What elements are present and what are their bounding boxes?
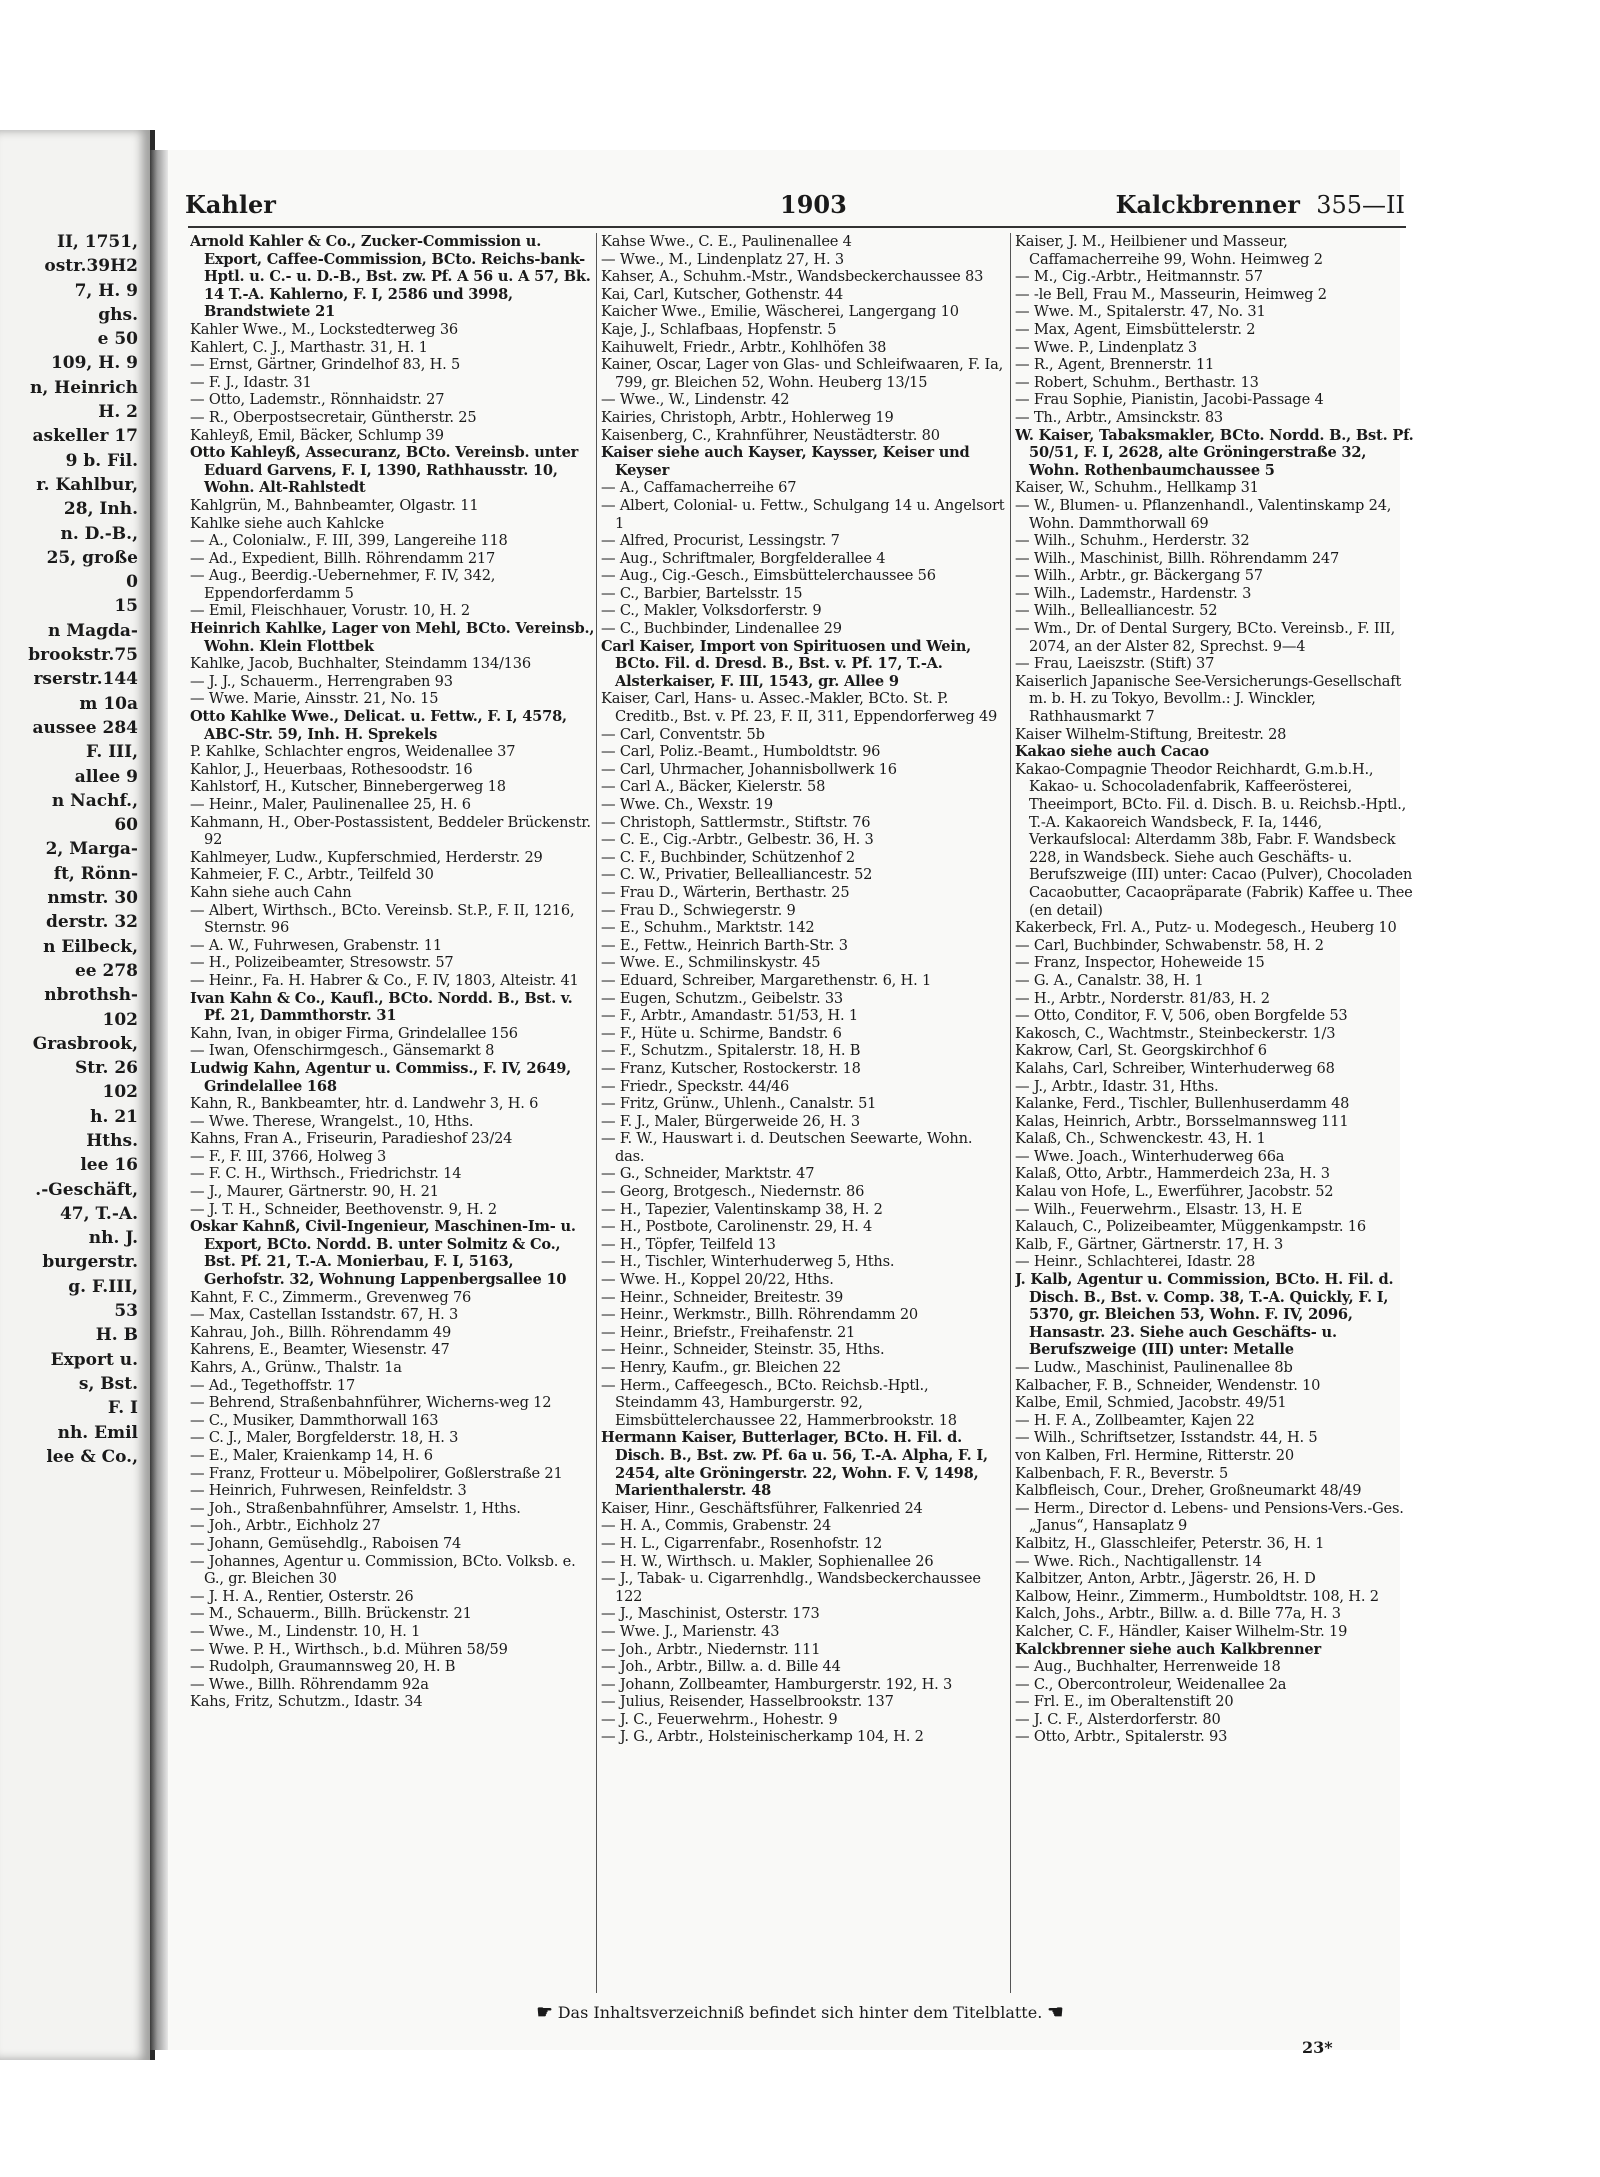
directory-entry: — Aug., Schriftmaler, Borgfelderallee 4: [601, 549, 886, 567]
previous-page-fragment: F. I: [107, 1398, 138, 1419]
directory-entry: — Georg, Brotgesch., Niedernstr. 86: [601, 1183, 865, 1201]
directory-entry: — Franz, Frotteur u. Möbelpolirer, Goßlerstraße 21: [190, 1464, 563, 1482]
previous-page-fragment: H. 2: [98, 402, 138, 423]
previous-page-fragment: 53: [114, 1301, 138, 1322]
directory-entry: Kaiser siehe auch Kayser, Kaysser, Keiser und Keyser: [601, 444, 970, 479]
directory-entry: — Ad., Tegethoffstr. 17: [190, 1376, 356, 1394]
previous-page-fragment: askeller 17: [32, 426, 138, 447]
directory-entry: — Robert, Schuhm., Berthastr. 13: [1015, 373, 1259, 391]
directory-entry: Kalanke, Ferd., Tischler, Bullenhuserdamm 48: [1015, 1095, 1350, 1113]
directory-entry: Kaje, J., Schlafbaas, Hopfenstr. 5: [601, 320, 837, 338]
directory-entry: — F. J., Idastr. 31: [190, 373, 312, 391]
directory-entry: Kahlor, J., Heuerbaas, Rothesoodstr. 16: [190, 760, 473, 778]
previous-page-fragment: n Magda-: [48, 620, 138, 641]
directory-entry: Ludwig Kahn, Agentur u. Commiss., F. IV, 2649, Grindelallee 168: [190, 1059, 572, 1095]
directory-entry: — C. J., Maler, Borgfelderstr. 18, H. 3: [190, 1429, 459, 1447]
directory-entry: Otto Kahleyß, Assecuranz, BCto. Vereinsb. unter Eduard Garvens, F. I, 1390, Rathhausstr. 10, Wohn. Alt-Rahlstedt: [190, 444, 579, 497]
directory-entry: — H. L., Cigarrenfabr., Rosenhofstr. 12: [601, 1534, 883, 1552]
directory-entry: — Fritz, Grünw., Uhlenh., Canalstr. 51: [601, 1095, 877, 1113]
previous-page-fragment: 7, H. 9: [74, 280, 138, 301]
previous-page-fragment: 2, Marga-: [45, 839, 138, 860]
directory-entry: Kahse Wwe., C. E., Paulinenallee 4: [601, 233, 852, 250]
page-header: [185, 190, 1405, 224]
directory-entry: — Eugen, Schutzm., Geibelstr. 33: [601, 989, 843, 1007]
directory-entry: — W., Blumen- u. Pflanzenhandl., Valentinskamp 24, Wohn. Dammthorwall 69: [1015, 496, 1392, 532]
directory-entry: Kahlke, Jacob, Buchhalter, Steindamm 134/136: [190, 655, 531, 673]
directory-entry: J. Kalb, Agentur u. Commission, BCto. H. Fil. d. Disch. B., Bst. v. Comp. 38, T.-A. Quickly, F. I, 5370, gr. Bleichen 53, Wohn. F. IV, 2096, Hansastr. 23. Siehe auch Geschäfts- u. Berufszweige (III) unter: Metalle: [1015, 1271, 1394, 1359]
directory-entry: — Emil, Fleischhauer, Vorustr. 10, H. 2: [190, 602, 470, 620]
directory-entry: Kahlstorf, H., Kutscher, Binnebergerweg 18: [190, 778, 506, 796]
previous-page-fragment: F. III,: [86, 742, 138, 763]
directory-entry: Kairies, Christoph, Arbtr., Hohlerweg 19: [601, 408, 894, 426]
directory-entry: — Franz, Inspector, Hoheweide 15: [1015, 954, 1265, 972]
header-right-group: [1116, 190, 1405, 219]
column-1: [190, 233, 595, 1996]
directory-entry: — F., Schutzm., Spitalerstr. 18, H. B: [601, 1042, 861, 1060]
previous-page-fragment: n Eilbeck,: [43, 936, 138, 957]
column-divider-2: [1010, 233, 1011, 1993]
directory-entry: W. Kaiser, Tabaksmakler, BCto. Nordd. B., Bst. Pf. 50/51, F. I, 2628, alte Gröningerstraße 32, Wohn. Rothenbaumchaussee 5: [1015, 426, 1414, 479]
directory-entry: — Heinr., Briefstr., Freihafenstr. 21: [601, 1323, 856, 1341]
directory-entry: Kahns, Fran A., Friseurin, Paradieshof 23/24: [190, 1130, 513, 1148]
directory-entry: Kalbitz, H., Glasschleifer, Peterstr. 36, H. 1: [1015, 1534, 1325, 1552]
directory-entry: — Aug., Beerdig.-Uebernehmer, F. IV, 342, Eppendorferdamm 5: [190, 567, 496, 602]
directory-entry: Kahn, R., Bankbeamter, htr. d. Landwehr 3, H. 6: [190, 1095, 539, 1113]
directory-entry: Otto Kahlke Wwe., Delicat. u. Fettw., F. I, 4578, ABC-Str. 59, Inh. H. Sprekels: [190, 708, 567, 743]
book-gutter: [150, 150, 168, 2050]
previous-page-fragment: 15: [114, 596, 138, 617]
directory-entry: — C., Obercontroleur, Weidenallee 2a: [1015, 1675, 1287, 1693]
directory-entry: Kahrau, Joh., Billh. Röhrendamm 49: [190, 1323, 452, 1341]
previous-page-fragment: ee 278: [74, 960, 138, 981]
directory-entry: — Wwe., M., Lindenplatz 27, H. 3: [601, 250, 844, 268]
directory-entry: Kahnt, F. C., Zimmerm., Grevenweg 76: [190, 1288, 472, 1306]
directory-entry: Kai, Carl, Kutscher, Gothenstr. 44: [601, 285, 844, 303]
directory-entry: — Herm., Caffeegesch., BCto. Reichsb.-Hptl., Steindamm 43, Hamburgerstr. 92, Eimsbüttelerchaussee 22, Hammerbrookstr. 18: [601, 1376, 957, 1429]
directory-entry: Kalckbrenner siehe auch Kalkbrenner: [1015, 1640, 1321, 1658]
previous-page-edge: [0, 130, 155, 2060]
directory-entry: — Wwe. Joach., Winterhuderweg 66a: [1015, 1147, 1285, 1165]
previous-page-fragment: II, 1751,: [57, 232, 138, 252]
directory-entry: — Carl, Uhrmacher, Johannisbollwerk 16: [601, 760, 897, 778]
directory-entry: — Joh., Arbtr., Niedernstr. 111: [601, 1640, 821, 1658]
directory-entry: — Heinr., Fa. H. Habrer & Co., F. IV, 1803, Alteistr. 41: [190, 971, 579, 989]
directory-entry: — Wwe. H., Koppel 20/22, Hths.: [601, 1271, 834, 1289]
directory-entry: Kalbacher, F. B., Schneider, Wendenstr. 10: [1015, 1376, 1321, 1394]
sheet-signature: 23*: [1302, 2038, 1333, 2057]
directory-entry: Kalcher, C. F., Händler, Kaiser Wilhelm-Str. 19: [1015, 1622, 1348, 1640]
directory-entry: — F., F. III, 3766, Holweg 3: [190, 1147, 387, 1165]
directory-entry: — E., Fettw., Heinrich Barth-Str. 3: [601, 936, 848, 954]
directory-entry: — Alfred, Procurist, Lessingstr. 7: [601, 532, 840, 550]
directory-entry: — J., Tabak- u. Cigarrenhdlg., Wandsbeckerchaussee 122: [601, 1570, 981, 1605]
directory-entry: Kalahs, Carl, Schreiber, Winterhuderweg 68: [1015, 1059, 1335, 1077]
directory-entry: — E., Maler, Kraienkamp 14, H. 6: [190, 1446, 433, 1464]
directory-entry: — Albert, Colonial- u. Fettw., Schulgang 14 u. Angelsort 1: [601, 496, 1005, 532]
previous-page-fragment: lee 16: [80, 1155, 138, 1176]
previous-page-fragment: m 10a: [79, 693, 138, 714]
directory-entry: — Wwe. P., Lindenplatz 3: [1015, 338, 1197, 356]
directory-entry: — Behrend, Straßenbahnführer, Wicherns-weg 12: [190, 1394, 552, 1412]
directory-entry: — Eduard, Schreiber, Margarethenstr. 6, H. 1: [601, 971, 932, 989]
directory-entry: Kaicher Wwe., Emilie, Wäscherei, Langergang 10: [601, 303, 959, 321]
header-rule: [188, 226, 1406, 228]
directory-entry: — Friedr., Speckstr. 44/46: [601, 1077, 790, 1095]
directory-entry: Kahleyß, Emil, Bäcker, Schlump 39: [190, 426, 444, 444]
directory-entry: — Carl, Conventstr. 5b: [601, 725, 765, 743]
directory-entry: — Wilh., Arbtr., gr. Bäckergang 57: [1015, 567, 1263, 585]
directory-entry: Kahlgrün, M., Bahnbeamter, Olgastr. 11: [190, 496, 479, 514]
directory-entry: — H. A., Commis, Grabenstr. 24: [601, 1517, 832, 1535]
directory-entry: — Wwe. J., Marienstr. 43: [601, 1622, 780, 1640]
previous-page-fragment: g. F.III,: [68, 1276, 138, 1297]
previous-page-fragment: h. 21: [90, 1106, 138, 1127]
directory-entry: — F., Hüte u. Schirme, Bandstr. 6: [601, 1024, 842, 1042]
previous-page-fragment: 28, Inh.: [63, 499, 138, 520]
directory-entry: Oskar Kahnß, Civil-Ingenieur, Maschinen-Im- u. Export, BCto. Nordd. B. unter Solmitz & Co., Bst. Pf. 21, T.-A. Monierbau, F. I, 5163, Gerhofstr. 32, Wohnung Lappenbergsallee 10: [190, 1218, 576, 1289]
column-divider-1: [596, 233, 597, 1993]
column-2: [601, 233, 1006, 1996]
directory-entry: — C. W., Privatier, Bellealliancestr. 52: [601, 866, 873, 884]
directory-entry: Kahmann, H., Ober-Postassistent, Beddeler Brückenstr. 92: [190, 813, 591, 849]
directory-entry: — Frau D., Schwiegerstr. 9: [601, 901, 796, 919]
directory-entry: — A., Colonialw., F. III, 399, Langereihe 118: [190, 532, 508, 550]
previous-page-fragment: Grasbrook,: [32, 1033, 138, 1054]
directory-entry: — M., Schauerm., Billh. Brückenstr. 21: [190, 1605, 472, 1623]
directory-entry: — J., Maschinist, Osterstr. 173: [601, 1605, 820, 1623]
column-3: [1015, 233, 1420, 1996]
directory-entry: — Henry, Kaufm., gr. Bleichen 22: [601, 1359, 841, 1376]
previous-page-fragment: 102: [102, 1082, 138, 1103]
directory-entry: — Herm., Director d. Lebens- und Pensions-Vers.-Ges. „Janus“, Hansaplatz 9: [1015, 1499, 1404, 1535]
previous-page-fragment: nh. Emil: [57, 1422, 138, 1443]
directory-entry: — J. T. H., Schneider, Beethovenstr. 9, H. 2: [190, 1200, 498, 1218]
directory-entry: — C., Makler, Volksdorferstr. 9: [601, 602, 822, 620]
directory-entry: — Joh., Arbtr., Eichholz 27: [190, 1517, 381, 1535]
directory-entry: — Wwe. M., Spitalerstr. 47, No. 31: [1015, 303, 1266, 321]
directory-entry: — M., Cig.-Arbtr., Heitmannstr. 57: [1015, 268, 1263, 286]
directory-entry: — Wm., Dr. of Dental Surgery, BCto. Vereinsb., F. III, 2074, an der Alster 82, Sprechst. 9—4: [1015, 620, 1396, 655]
directory-entry: — Heinr., Maler, Paulinenallee 25, H. 6: [190, 796, 471, 813]
directory-entry: Kalbitzer, Anton, Arbtr., Jägerstr. 26, H. D: [1015, 1570, 1316, 1588]
directory-entry: Kaiser, Carl, Hans- u. Assec.-Makler, BCto. St. P. Creditb., Bst. v. Pf. 23, F. II, 311, Eppendorferweg 49: [601, 690, 998, 726]
directory-entry: Kalau von Hofe, L., Ewerführer, Jacobstr. 52: [1015, 1183, 1334, 1201]
directory-entry: — Joh., Straßenbahnführer, Amselstr. 1, Hths.: [190, 1499, 521, 1517]
directory-entry: — G., Schneider, Marktstr. 47: [601, 1165, 815, 1183]
footer-note: [480, 2002, 1120, 2026]
directory-entry: Kaisenberg, C., Krahnführer, Neustädterstr. 80: [601, 426, 940, 444]
directory-entry: Kahn, Ivan, in obiger Firma, Grindelallee 156: [190, 1024, 518, 1042]
directory-entry: — Iwan, Ofenschirmgesch., Gänsemarkt 8: [190, 1042, 495, 1060]
previous-page-fragment: H. B: [95, 1325, 138, 1346]
directory-entry: — Frau Sophie, Pianistin, Jacobi-Passage 4: [1015, 391, 1324, 409]
directory-entry: Kalbenbach, F. R., Beverstr. 5: [1015, 1464, 1229, 1482]
directory-entry: — Wwe., M., Lindenstr. 10, H. 1: [190, 1622, 421, 1640]
directory-entry: — Aug., Buchhalter, Herrenweide 18: [1015, 1658, 1281, 1676]
directory-entry: Kalch, Johs., Arbtr., Billw. a. d. Bille 77a, H. 3: [1015, 1605, 1341, 1623]
previous-page-fragment: 109, H. 9: [50, 353, 138, 374]
directory-entry: — R., Agent, Brennerstr. 11: [1015, 356, 1215, 374]
previous-page-fragment: .-Geschäft,: [35, 1179, 138, 1200]
previous-page-fragment: n, Heinrich: [29, 377, 138, 398]
directory-entry: — F., Arbtr., Amandastr. 51/53, H. 1: [601, 1007, 858, 1025]
directory-entry: — Ernst, Gärtner, Grindelhof 83, H. 5: [190, 356, 461, 374]
directory-entry: — Frau D., Wärterin, Berthastr. 25: [601, 883, 850, 901]
previous-page-fragment: 60: [114, 815, 138, 836]
directory-entry: — Wwe. Ch., Wexstr. 19: [601, 796, 773, 813]
directory-entry: Kalbow, Heinr., Zimmerm., Humboldtstr. 108, H. 2: [1015, 1587, 1379, 1605]
directory-entry: — Wwe. P. H., Wirthsch., b.d. Mühren 58/59: [190, 1640, 508, 1658]
directory-entry: — Wilh., Schriftsetzer, Isstandstr. 44, H. 5: [1015, 1429, 1318, 1447]
directory-entry: — Wwe. Marie, Ainsstr. 21, No. 15: [190, 690, 439, 708]
directory-entry: — Johann, Gemüsehdlg., Raboisen 74: [190, 1534, 462, 1552]
directory-entry: — Heinr., Werkmstr., Billh. Röhrendamm 20: [601, 1306, 919, 1324]
directory-entry: Kalb, F., Gärtner, Gärtnerstr. 17, H. 3: [1015, 1235, 1284, 1253]
directory-entry: Kahrens, E., Beamter, Wiesenstr. 47: [190, 1341, 450, 1359]
directory-entry: — Franz, Kutscher, Rostockerstr. 18: [601, 1059, 861, 1077]
directory-entry: — Heinrich, Fuhrwesen, Reinfeldstr. 3: [190, 1482, 467, 1500]
previous-page-fragment: Str. 26: [74, 1058, 138, 1079]
directory-entry: — Joh., Arbtr., Billw. a. d. Bille 44: [601, 1658, 841, 1676]
directory-entry: Kalauch, C., Polizeibeamter, Müggenkampstr. 16: [1015, 1218, 1366, 1236]
directory-entry: — C., Musiker, Dammthorwall 163: [190, 1411, 439, 1429]
directory-entry: Kahmeier, F. C., Arbtr., Teilfeld 30: [190, 866, 434, 884]
directory-entry: — Carl A., Bäcker, Kielerstr. 58: [601, 778, 826, 796]
directory-entry: Kalbe, Emil, Schmied, Jacobstr. 49/51: [1015, 1394, 1287, 1412]
directory-entry: Heinrich Kahlke, Lager von Mehl, BCto. Vereinsb., Wohn. Klein Flottbek: [190, 620, 595, 655]
previous-page-fragment: 102: [102, 1009, 138, 1030]
directory-entry: — Wilh., Feuerwehrm., Elsastr. 13, H. E: [1015, 1200, 1303, 1218]
previous-page-fragment: lee & Co.,: [46, 1446, 138, 1467]
directory-entry: — Heinr., Schneider, Steinstr. 35, Hths.: [601, 1341, 885, 1359]
directory-entry: — Ad., Expedient, Billh. Röhrendamm 217: [190, 549, 496, 567]
directory-entry: — Max, Agent, Eimsbüttelerstr. 2: [1015, 320, 1256, 338]
previous-page-fragment: e 50: [97, 329, 138, 350]
directory-entry: — Johannes, Agentur u. Commission, BCto. Volksb. e. G., gr. Bleichen 30: [190, 1552, 576, 1588]
directory-entry: — Max, Castellan Isstandstr. 67, H. 3: [190, 1306, 459, 1324]
directory-entry: P. Kahlke, Schlachter engros, Weidenallee 37: [190, 743, 516, 761]
previous-page-fragment: rserstr.144: [33, 669, 138, 690]
directory-entry: — Carl, Buchbinder, Schwabenstr. 58, H. 2: [1015, 936, 1324, 954]
directory-entry: Kaiser, W., Schuhm., Hellkamp 31: [1015, 479, 1259, 497]
directory-entry: — A. W., Fuhrwesen, Grabenstr. 11: [190, 936, 442, 954]
directory-entry: — Julius, Reisender, Hasselbrookstr. 137: [601, 1693, 894, 1711]
directory-entry: — Wwe., W., Lindenstr. 42: [601, 391, 790, 409]
directory-entry: Kahs, Fritz, Schutzm., Idastr. 34: [190, 1693, 423, 1711]
directory-entry: — G. A., Canalstr. 38, H. 1: [1015, 971, 1204, 989]
previous-page-fragment: ghs.: [98, 304, 138, 325]
directory-entry: Kakao siehe auch Cacao: [1015, 743, 1209, 761]
directory-entry: — Aug., Cig.-Gesch., Eimsbüttelerchaussee 56: [601, 567, 936, 585]
directory-entry: — C. F., Buchbinder, Schützenhof 2: [601, 848, 855, 866]
directory-entry: Kahrs, A., Grünw., Thalstr. 1a: [190, 1359, 402, 1376]
directory-entry: — H., Tischler, Winterhuderweg 5, Hths.: [601, 1253, 895, 1271]
directory-entry: Kalaß, Otto, Arbtr., Hammerdeich 23a, H. 3: [1015, 1165, 1330, 1183]
directory-entry: Kaiserlich Japanische See-Versicherungs-Gesellschaft m. b. H. zu Tokyo, Bevollm.: J. Winckler, Rathhausmarkt 7: [1015, 672, 1402, 726]
directory-entry: — Wwe. E., Schmilinskystr. 45: [601, 954, 821, 972]
directory-entry: — J. H. A., Rentier, Osterstr. 26: [190, 1587, 414, 1605]
previous-page-fragment: Export u.: [50, 1349, 138, 1370]
directory-entry: — Heinr., Schlachterei, Idastr. 28: [1015, 1253, 1256, 1271]
directory-entry: — Ludw., Maschinist, Paulinenallee 8b: [1015, 1359, 1293, 1376]
previous-page-fragment: ft, Rönn-: [53, 863, 138, 884]
directory-entry: Ivan Kahn & Co., Kaufl., BCto. Nordd. B., Bst. v. Pf. 21, Dammthorstr. 31: [190, 989, 573, 1025]
directory-entry: — J. C., Feuerwehrm., Hohestr. 9: [601, 1710, 838, 1728]
directory-entry: — Wilh., Schuhm., Herderstr. 32: [1015, 532, 1250, 550]
previous-page-fragment: Hths.: [86, 1130, 138, 1151]
previous-page-fragment: allee 9: [74, 766, 138, 787]
directory-entry: Kahlmeyer, Ludw., Kupferschmied, Herderstr. 29: [190, 848, 543, 866]
page-number: 355—II: [1316, 191, 1405, 219]
previous-page-fragment: 47, T.-A.: [59, 1203, 138, 1224]
directory-entry: — F. J., Maler, Bürgerweide 26, H. 3: [601, 1112, 860, 1130]
directory-entry: Arnold Kahler & Co., Zucker-Commission u. Export, Caffee-Commission, BCto. Reichs-bank-Hptl. u. C.- u. D.-B., Bst. zw. Pf. A 56 u. A 57, Bk. 14 T.-A. Kahlerno, F. I, 2586 und 3998, Brandstwiete 21: [190, 233, 591, 321]
previous-page-fragment: burgerstr.: [42, 1252, 138, 1273]
directory-entry: — F. W., Hauswart i. d. Deutschen Seewarte, Wohn. das.: [601, 1130, 973, 1165]
directory-entry: — J. G., Arbtr., Holsteinischerkamp 104, H. 2: [601, 1728, 924, 1746]
directory-entry: — Frl. E., im Oberaltenstift 20: [1015, 1693, 1234, 1711]
directory-entry: — C., Barbier, Bartelsstr. 15: [601, 584, 803, 602]
previous-page-fragment: 9 b. Fil.: [65, 450, 138, 471]
directory-entry: Carl Kaiser, Import von Spirituosen und Wein, BCto. Fil. d. Dresd. B., Bst. v. Pf. 17, T.-A. Alsterkaiser, F. III, 1543, gr. Allee 9: [601, 637, 972, 690]
directory-entry: — Wwe. Therese, Wrangelst., 10, Hths.: [190, 1112, 474, 1130]
previous-page-fragment: 0: [126, 572, 138, 593]
directory-entry: — Carl, Poliz.-Beamt., Humboldtstr. 96: [601, 743, 881, 761]
previous-page-fragment: nmstr. 30: [47, 888, 138, 909]
directory-entry: — Wwe., Billh. Röhrendamm 92a: [190, 1675, 429, 1693]
directory-entry: Kahlert, C. J., Marthastr. 31, H. 1: [190, 338, 428, 356]
directory-entry: — J. J., Schauerm., Herrengraben 93: [190, 672, 453, 690]
directory-entry: — Wilh., Bellealliancestr. 52: [1015, 602, 1218, 620]
directory-entry: — Johann, Zollbeamter, Hamburgerstr. 192, H. 3: [601, 1675, 953, 1693]
directory-entry: Kaiser Wilhelm-Stiftung, Breitestr. 28: [1015, 725, 1287, 743]
directory-entry: — J., Arbtr., Idastr. 31, Hths.: [1015, 1077, 1219, 1095]
directory-entry: von Kalben, Frl. Hermine, Ritterstr. 20: [1015, 1446, 1294, 1464]
directory-entry: Kalas, Heinrich, Arbtr., Borsselmannsweg 111: [1015, 1112, 1349, 1130]
directory-entry: — A., Caffamacherreihe 67: [601, 479, 797, 497]
directory-entry: — H., Töpfer, Teilfeld 13: [601, 1235, 776, 1253]
directory-entry: — R., Oberpostsecretair, Güntherstr. 25: [190, 408, 477, 426]
footer-text: Das Inhaltsverzeichniß befindet sich hinter dem Titelblatte.: [557, 2003, 1043, 2022]
directory-entry: Kalaß, Ch., Schwenckestr. 43, H. 1: [1015, 1130, 1266, 1148]
directory-entry: — J., Maurer, Gärtnerstr. 90, H. 21: [190, 1183, 439, 1201]
directory-entry: — H., Tapezier, Valentinskamp 38, H. 2: [601, 1200, 883, 1218]
previous-page-fragment: aussee 284: [32, 717, 138, 738]
directory-entry: Kaihuwelt, Friedr., Arbtr., Kohlhöfen 38: [601, 338, 887, 356]
directory-entry: — Rudolph, Graumannsweg 20, H. B: [190, 1658, 456, 1676]
directory-entry: Kahlke siehe auch Kahlcke: [190, 514, 384, 532]
directory-entry: Kakerbeck, Frl. A., Putz- u. Modegesch., Heuberg 10: [1015, 919, 1397, 937]
previous-page-fragment: nbrothsh-: [44, 985, 138, 1006]
previous-page-fragment: nh. J.: [88, 1228, 138, 1249]
pointing-hand-left-icon: ☛: [536, 2002, 553, 2023]
directory-entry: — H. F. A., Zollbeamter, Kajen 22: [1015, 1411, 1255, 1429]
directory-entry: — J. C. F., Alsterdorferstr. 80: [1015, 1710, 1221, 1728]
previous-page-fragment: n Nachf.,: [51, 790, 138, 811]
directory-entry: — Heinr., Schneider, Breitestr. 39: [601, 1288, 844, 1306]
previous-page-fragment: r. Kahlbur,: [36, 474, 138, 495]
directory-entry: Kaiser, Hinr., Geschäftsführer, Falkenried 24: [601, 1499, 923, 1517]
directory-entry: Kahler Wwe., M., Lockstedterweg 36: [190, 320, 459, 338]
directory-entry: — Wilh., Maschinist, Billh. Röhrendamm 247: [1015, 549, 1340, 567]
directory-entry: — H. W., Wirthsch. u. Makler, Sophienallee 26: [601, 1552, 934, 1570]
directory-entry: — C. E., Cig.-Arbtr., Gelbestr. 36, H. 3: [601, 831, 874, 849]
header-left-catchword: Kahler: [185, 190, 276, 219]
directory-entry: — Wwe. Rich., Nachtigallenstr. 14: [1015, 1552, 1262, 1570]
directory-entry: — H., Postbote, Carolinenstr. 29, H. 4: [601, 1218, 873, 1236]
directory-entry: — Otto, Conditor, F. V, 506, oben Borgfelde 53: [1015, 1007, 1348, 1025]
previous-page-fragment: derstr. 32: [46, 912, 138, 933]
directory-entry: Kainer, Oscar, Lager von Glas- und Schleifwaaren, F. Ia, 799, gr. Bleichen 52, Wohn. Heuberg 13/15: [601, 356, 1004, 391]
directory-entry: — Wilh., Lademstr., Hardenstr. 3: [1015, 584, 1252, 602]
pointing-hand-right-icon: ☚: [1047, 2002, 1064, 2023]
directory-entry: — E., Schuhm., Marktstr. 142: [601, 919, 815, 937]
directory-entry: Kahn siehe auch Cahn: [190, 883, 352, 901]
directory-entry: Kahser, A., Schuhm.-Mstr., Wandsbeckerchaussee 83: [601, 268, 984, 286]
directory-entry: — Christoph, Sattlermstr., Stiftstr. 76: [601, 813, 871, 831]
directory-entry: Hermann Kaiser, Butterlager, BCto. H. Fil. d. Disch. B., Bst. zw. Pf. 6a u. 56, T.-A. Alpha, F. I, 2454, alte Gröningerstr. 22, Wohn. F. V, 1498, Marienthalerstr. 48: [601, 1429, 988, 1500]
previous-page-fragment: s, Bst.: [78, 1373, 138, 1394]
directory-entry: — Albert, Wirthsch., BCto. Vereinsb. St.P., F. II, 1216, Sternstr. 96: [190, 901, 575, 937]
header-year: 1903: [780, 190, 847, 219]
directory-entry: — Otto, Lademstr., Rönnhaidstr. 27: [190, 391, 445, 409]
header-right-catchword: Kalckbrenner: [1115, 190, 1300, 219]
directory-entry: — Th., Arbtr., Amsinckstr. 83: [1015, 408, 1224, 426]
previous-page-fragment: brookstr.75: [28, 645, 138, 666]
previous-page-fragment: n. D.-B.,: [60, 523, 138, 544]
directory-entry: Kakosch, C., Wachtmstr., Steinbeckerstr. 1/3: [1015, 1024, 1336, 1042]
directory-entry: Kakrow, Carl, St. Georgskirchhof 6: [1015, 1042, 1267, 1060]
previous-page-fragment: 25, große: [46, 547, 138, 568]
directory-entry: — H., Arbtr., Norderstr. 81/83, H. 2: [1015, 989, 1270, 1007]
directory-entry: — C., Buchbinder, Lindenallee 29: [601, 620, 842, 638]
directory-entry: Kalbfleisch, Cour., Dreher, Großneumarkt 48/49: [1015, 1482, 1362, 1500]
directory-entry: — Otto, Arbtr., Spitalerstr. 93: [1015, 1728, 1228, 1746]
previous-page-fragment: ostr.39H2: [44, 256, 138, 277]
directory-entry: Kaiser, J. M., Heilbiener und Masseur, Caffamacherreihe 99, Wohn. Heimweg 2: [1015, 233, 1323, 268]
directory-entry: — F. C. H., Wirthsch., Friedrichstr. 14: [190, 1165, 462, 1183]
directory-entry: — H., Polizeibeamter, Stresowstr. 57: [190, 954, 454, 972]
directory-entry: — Frau, Laeiszstr. (Stift) 37: [1015, 655, 1215, 673]
directory-entry: — -le Bell, Frau M., Masseurin, Heimweg 2: [1015, 285, 1327, 303]
directory-entry: Kakao-Compagnie Theodor Reichhardt, G.m.b.H., Kakao- u. Schocoladenfabrik, Kaffeerösterei, Theeimport, BCto. Fil. d. Disch. B. u. Reichsb.-Hptl., T.-A. Kakaoreich Wandsbeck, F. Ia, 1446, Verkaufslocal: Alterdamm 38b, Fabr. F. Wandsbeck 228, in Wandsbeck. Siehe auch Geschäfts- u. Berufszweige (III) unter: Cacao (Pulver), Chocoladen Cacaobutter, Cacaopräparate (Fabrik) Kaffee u. Thee (en detail): [1015, 760, 1413, 919]
